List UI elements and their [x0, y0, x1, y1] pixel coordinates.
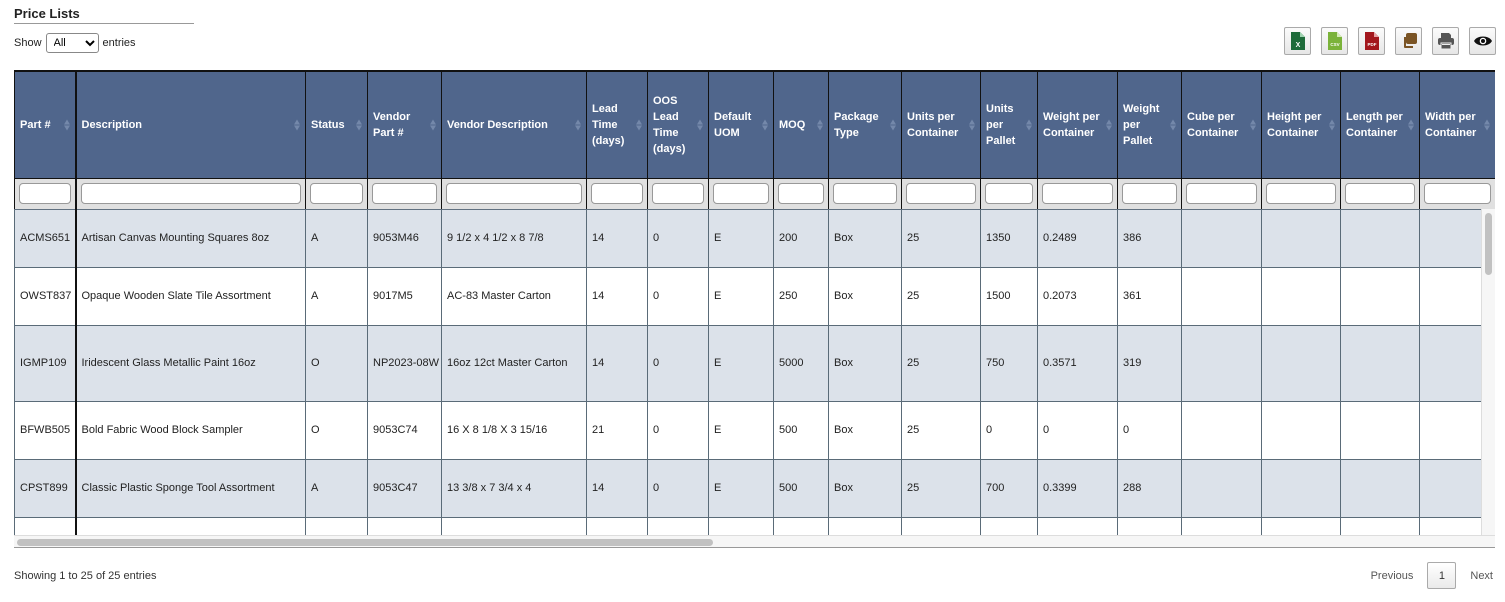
csv-export-button[interactable] [1321, 27, 1348, 55]
filter-units-per-container-input[interactable] [906, 183, 976, 204]
table-cell: Classic Plastic Sponge Tool Assortment [76, 459, 306, 517]
entries-label: entries [102, 37, 136, 49]
table-cell: BFWB505 [15, 401, 76, 459]
filter-cell [1118, 178, 1182, 209]
table-cell: 0.3571 [1038, 325, 1118, 401]
filter-cell [1038, 178, 1118, 209]
pagination [1369, 562, 1495, 589]
filter-status-input[interactable] [310, 183, 363, 204]
filter-cube-per-container-input[interactable] [1186, 183, 1257, 204]
table-cell: A [306, 209, 368, 267]
excel-export-button[interactable] [1284, 27, 1311, 55]
table-cell: 9017M5 [368, 267, 442, 325]
table-cell: Box [829, 325, 902, 401]
vertical-scroll-thumb[interactable] [1485, 213, 1492, 275]
header-label: Vendor Part # [373, 110, 411, 139]
filter-row [15, 178, 1496, 209]
table-cell: 25 [902, 459, 981, 517]
filter-cell [1182, 178, 1262, 209]
filter-package-type-input[interactable] [833, 183, 897, 204]
header-label: Width per Container [1425, 110, 1477, 139]
vertical-scrollbar[interactable] [1481, 209, 1495, 535]
table-row[interactable] [15, 325, 1496, 401]
table-body [15, 209, 1496, 537]
table-cell [1182, 267, 1262, 325]
column-header-width-per-container[interactable] [1420, 71, 1496, 178]
page-length-select[interactable] [46, 33, 99, 53]
filter-cell [648, 178, 709, 209]
table-cell: CPST899 [15, 459, 76, 517]
print-button[interactable] [1432, 27, 1459, 55]
export-toolbar [1284, 27, 1496, 55]
previous-page-button[interactable]: Previous [1370, 569, 1414, 582]
column-header-default-uom[interactable] [709, 71, 774, 178]
table-cell: E [709, 267, 774, 325]
filter-part-number-input[interactable] [19, 183, 71, 204]
header-label: Vendor Description [447, 118, 548, 131]
filter-cell [368, 178, 442, 209]
table-cell: 0 [1038, 401, 1118, 459]
filter-cell [709, 178, 774, 209]
filter-width-per-container-input[interactable] [1424, 183, 1491, 204]
table-cell: 0 [648, 459, 709, 517]
table-cell [1341, 401, 1420, 459]
column-header-length-per-container[interactable] [1341, 71, 1420, 178]
header-label: Lead Time (days) [592, 102, 625, 147]
table-cell [829, 517, 902, 537]
sort-icon [890, 119, 896, 130]
table-cell [1182, 517, 1262, 537]
table-cell: 14 [587, 325, 648, 401]
filter-length-per-container-input[interactable] [1345, 183, 1415, 204]
table-cell: IGMP109 [15, 325, 76, 401]
horizontal-scroll-thumb[interactable] [17, 539, 713, 546]
table-cell: 0 [981, 401, 1038, 459]
sort-icon [969, 119, 975, 130]
sort-icon [430, 119, 436, 130]
filter-cell [902, 178, 981, 209]
excel-file-icon [1291, 32, 1305, 50]
next-page-button[interactable]: Next [1470, 569, 1493, 582]
table-cell [1341, 209, 1420, 267]
table-cell: A [306, 459, 368, 517]
table-cell: 0.2073 [1038, 267, 1118, 325]
column-header-part-number[interactable] [15, 71, 76, 178]
column-header-vendor-part-number[interactable] [368, 71, 442, 178]
table-cell: 0 [648, 325, 709, 401]
table-cell: Box [829, 459, 902, 517]
sort-icon [1106, 119, 1112, 130]
table-cell: A [306, 267, 368, 325]
column-header-weight-per-pallet[interactable] [1118, 71, 1182, 178]
column-header-vendor-description[interactable] [442, 71, 587, 178]
header-label: OOS Lead Time (days) [653, 94, 686, 155]
table-cell [15, 517, 76, 537]
filter-vendor-description-input[interactable] [446, 183, 582, 204]
price-list-table-container [14, 70, 1495, 548]
table-cell [368, 517, 442, 537]
header-label: Part # [20, 118, 51, 131]
table-cell: 250 [774, 267, 829, 325]
table-cell [1262, 267, 1341, 325]
table-cell: 5000 [774, 325, 829, 401]
filter-cell [981, 178, 1038, 209]
column-header-units-per-container[interactable] [902, 71, 981, 178]
sort-icon [697, 119, 703, 130]
table-cell [1262, 401, 1341, 459]
table-cell: 500 [774, 459, 829, 517]
table-cell [1262, 459, 1341, 517]
filter-cell [1262, 178, 1341, 209]
column-header-weight-per-container[interactable] [1038, 71, 1118, 178]
filter-oos-lead-time-input[interactable] [652, 183, 704, 204]
filter-cell [442, 178, 587, 209]
table-cell [1262, 209, 1341, 267]
table-row[interactable] [15, 459, 1496, 517]
price-list-table [14, 70, 1495, 538]
table-cell: 14 [587, 267, 648, 325]
copy-icon [1400, 32, 1418, 50]
table-cell: 14 [587, 459, 648, 517]
csv-file-icon [1328, 32, 1342, 50]
table-cell [1182, 209, 1262, 267]
table-cell [902, 517, 981, 537]
table-cell: 0 [648, 209, 709, 267]
table-cell: 14 [587, 209, 648, 267]
table-row[interactable] [15, 267, 1496, 325]
column-header-cube-per-container[interactable] [1182, 71, 1262, 178]
header-label: Status [311, 118, 345, 131]
filter-cell [15, 178, 76, 209]
svg-text:CSV: CSV [1329, 42, 1340, 47]
table-cell: E [709, 325, 774, 401]
table-cell [76, 517, 306, 537]
table-cell: Artisan Canvas Mounting Squares 8oz [76, 209, 306, 267]
table-cell: 0 [648, 267, 709, 325]
header-label: Length per Container [1346, 110, 1403, 139]
column-header-oos-lead-time[interactable] [648, 71, 709, 178]
table-cell [709, 517, 774, 537]
page-length-control [14, 33, 136, 53]
column-header-status[interactable] [306, 71, 368, 178]
sort-icon [762, 119, 768, 130]
column-header-height-per-container[interactable] [1262, 71, 1341, 178]
page-title: Price Lists [14, 6, 194, 24]
show-label: Show [14, 37, 42, 49]
filter-cell [1420, 178, 1496, 209]
sort-icon [817, 119, 823, 130]
pdf-file-icon [1365, 32, 1379, 50]
table-cell [648, 517, 709, 537]
table-cell: Opaque Wooden Slate Tile Assortment [76, 267, 306, 325]
filter-weight-per-pallet-input[interactable] [1122, 183, 1177, 204]
filter-height-per-container-input[interactable] [1266, 183, 1336, 204]
sort-icon [636, 119, 642, 130]
sort-icon [1329, 119, 1335, 130]
table-cell: 700 [981, 459, 1038, 517]
table-cell: AC-83 Master Carton [442, 267, 587, 325]
table-row[interactable] [15, 209, 1496, 267]
copy-button[interactable] [1395, 27, 1422, 55]
sort-icon [1170, 119, 1176, 130]
header-row [15, 71, 1496, 178]
table-cell: 25 [902, 267, 981, 325]
table-cell: E [709, 401, 774, 459]
filter-cell [1341, 178, 1420, 209]
filter-cell [829, 178, 902, 209]
table-cell: 500 [774, 401, 829, 459]
table-cell: 1350 [981, 209, 1038, 267]
sort-icon [294, 119, 300, 130]
header-label: Cube per Container [1187, 110, 1239, 139]
table-cell [1182, 325, 1262, 401]
filter-cell [587, 178, 648, 209]
table-cell [1118, 517, 1182, 537]
header-label: Height per Container [1267, 110, 1322, 139]
table-info: Showing 1 to 25 of 25 entries [14, 570, 157, 582]
filter-weight-per-container-input[interactable] [1042, 183, 1113, 204]
table-cell: 0.2489 [1038, 209, 1118, 267]
column-header-package-type[interactable] [829, 71, 902, 178]
header-label: MOQ [779, 118, 806, 131]
table-cell: Box [829, 267, 902, 325]
column-header-moq[interactable] [774, 71, 829, 178]
table-row[interactable] [15, 517, 1496, 537]
filter-description-input[interactable] [81, 183, 302, 204]
table-cell: 750 [981, 325, 1038, 401]
table-cell: Bold Fabric Wood Block Sampler [76, 401, 306, 459]
table-cell: 0.3399 [1038, 459, 1118, 517]
table-cell: Iridescent Glass Metallic Paint 16oz [76, 325, 306, 401]
table-cell [1341, 267, 1420, 325]
table-cell: 0 [1118, 401, 1182, 459]
sort-icon [356, 119, 362, 130]
table-cell: 9 1/2 x 4 1/2 x 8 7/8 [442, 209, 587, 267]
table-cell: 1500 [981, 267, 1038, 325]
filter-moq-input[interactable] [778, 183, 824, 204]
table-cell [774, 517, 829, 537]
filter-default-uom-input[interactable] [713, 183, 769, 204]
print-icon [1437, 33, 1455, 49]
filter-cell [306, 178, 368, 209]
column-header-units-per-pallet[interactable] [981, 71, 1038, 178]
table-cell: 0 [648, 401, 709, 459]
filter-units-per-pallet-input[interactable] [985, 183, 1033, 204]
table-cell: Box [829, 401, 902, 459]
table-cell [587, 517, 648, 537]
table-cell: NP2023-08W [368, 325, 442, 401]
table-cell: 9053M46 [368, 209, 442, 267]
table-cell: 200 [774, 209, 829, 267]
table-cell [1182, 401, 1262, 459]
header-label: Package Type [834, 110, 879, 139]
table-cell: Box [829, 209, 902, 267]
sort-icon [1408, 119, 1414, 130]
table-cell: 25 [902, 325, 981, 401]
sort-icon [1484, 119, 1490, 130]
table-cell: O [306, 401, 368, 459]
table-cell: 319 [1118, 325, 1182, 401]
filter-cell [76, 178, 306, 209]
column-header-description[interactable] [76, 71, 306, 178]
table-cell: 16 X 8 1/8 X 3 15/16 [442, 401, 587, 459]
table-cell: E [709, 459, 774, 517]
table-cell: 9053C74 [368, 401, 442, 459]
header-label: Weight per Pallet [1123, 102, 1160, 147]
column-visibility-button[interactable] [1469, 27, 1496, 55]
sort-icon [1250, 119, 1256, 130]
sort-icon [64, 119, 70, 130]
table-row[interactable] [15, 401, 1496, 459]
svg-text:PDF: PDF [1367, 42, 1376, 47]
header-label: Weight per Container [1043, 110, 1100, 139]
horizontal-scrollbar[interactable] [14, 535, 1495, 548]
column-header-lead-time[interactable] [587, 71, 648, 178]
table-cell [1341, 517, 1420, 537]
table-cell [1341, 459, 1420, 517]
table-cell: 16oz 12ct Master Carton [442, 325, 587, 401]
table-cell: 21 [587, 401, 648, 459]
table-cell [1182, 459, 1262, 517]
table-cell [442, 517, 587, 537]
header-label: Description [81, 118, 143, 131]
header-label: Units per Pallet [986, 102, 1016, 147]
table-cell: 25 [902, 401, 981, 459]
table-cell [306, 517, 368, 537]
table-cell: 13 3/8 x 7 3/4 x 4 [442, 459, 587, 517]
table-cell: 288 [1118, 459, 1182, 517]
table-cell [1262, 325, 1341, 401]
table-cell: ACMS651 [15, 209, 76, 267]
filter-vendor-part-number-input[interactable] [372, 183, 437, 204]
table-cell [1262, 517, 1341, 537]
table-cell: 386 [1118, 209, 1182, 267]
svg-text:X: X [1295, 42, 1300, 49]
header-label: Units per Container [907, 110, 959, 139]
table-cell: 361 [1118, 267, 1182, 325]
pdf-export-button[interactable] [1358, 27, 1385, 55]
table-cell: 25 [902, 209, 981, 267]
sort-icon [575, 119, 581, 130]
table-cell: O [306, 325, 368, 401]
table-cell [981, 517, 1038, 537]
table-cell [1038, 517, 1118, 537]
table-cell [1341, 325, 1420, 401]
filter-lead-time-input[interactable] [591, 183, 643, 204]
page-1-button[interactable]: 1 [1427, 562, 1456, 589]
filter-cell [774, 178, 829, 209]
header-label: Default UOM [714, 110, 752, 139]
table-cell: E [709, 209, 774, 267]
table-cell: 9053C47 [368, 459, 442, 517]
table-cell: OWST837 [15, 267, 76, 325]
sort-icon [1026, 119, 1032, 130]
eye-icon [1474, 35, 1492, 47]
